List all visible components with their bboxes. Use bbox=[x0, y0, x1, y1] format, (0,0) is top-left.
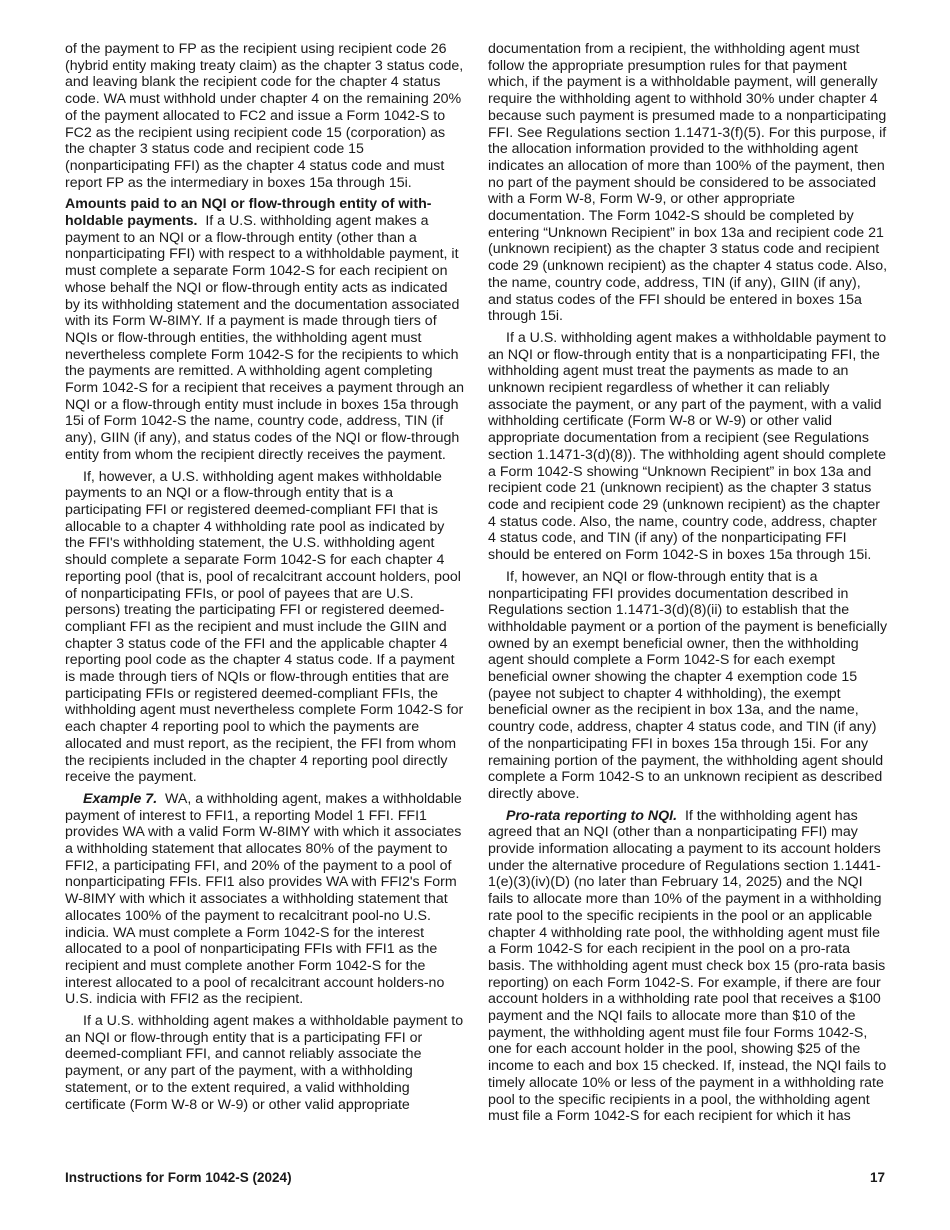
section-heading: Amounts paid to an NQI or flow-through entity of withholdable payments. bbox=[65, 196, 432, 230]
footer-title: Instructions for Form 1042-S (2024) bbox=[65, 1170, 292, 1185]
paragraph: documentation from a recipient, the withholding agent must follow the appropriate presumption rules for that payment which, if the payment is a withholdable payment, will generally require the withholding agent to withhold 30% under chapter 4 because such payment is presumed made to a nonparticipating FFI. See Regulations section 1.1471-3(f)(5). For this purpose, if the allocation information provided to the withholding agent indicates an allocation of more than 100% of the payment, then no part of the payment should be considered to be associated with a Form W-8, Form W-9, or other appropriate documentation. The Form 1042-S should be completed by entering “Unknown Recipient” in box 13a and recipient code 21 (unknown recipient) as the chapter 3 status code and recipient code 29 (unknown recipient) as the chapter 4 status code. Also, the name, country code, address, TIN (if any), GIIN (if any), and status codes of the FFI should be entered in boxes 15a through 15i. bbox=[488, 41, 888, 325]
paragraph bbox=[65, 196, 465, 463]
paragraph: If a U.S. withholding agent makes a withholdable payment to an NQI or flow-through entity that is a nonparticipating FFI, the withholding agent must treat the payments as made to an unknown recipient regardless of whether it can reliably associate the payment, or any part of the payment, with a valid withholding certificate (Form W-8 or W-9) or other valid appropriate documentation from a recipient (see Regulations section 1.1471-3(d)(8)). The withholding agent should complete a Form 1042-S showing “Unknown Recipient” in box 13a and recipient code 21 (unknown recipient) as the chapter 3 status code and recipient code 29 (unknown recipient) as the chapter 4 status code. Also, the name, country code, address, chapter 4 status code, and TIN (if any) of the nonparticipating FFI should be entered on Form 1042-S in boxes 15a through 15i. bbox=[488, 329, 887, 564]
paragraph-body: If a U.S. withholding agent makes a payment to an NQI or a flow-through entity (other than a nonparticipating FFI) with respect to a withholdable payment, it must complete a separate Form 1042-S for each recipient on whose behalf the NQI or flow-through entity acts as indicated by its withholding statement and the documentation associated with its Form W-8IMY. If a payment is made through tiers of NQIs or flow-through entities, the withholding agent must nevertheless complete Form 1042-S for the recipients to which the payments are remitted. A withholding agent completing Form 1042-S for a recipient that receives a payment through an NQI or a flow-through entity must include in boxes 15a through 15i of Form 1042-S the name, country code, address, TIN (if any), GIIN (if any), and status codes of the NQI or flow-through entity from whom the recipient directly receives the payment. bbox=[65, 213, 465, 463]
paragraph: If, however, a U.S. withholding agent makes withholdable payments to an NQI or a flow-through entity that is a participating FFI or registered deemed-compliant FFI that is allocable to a chapter 4 withholding rate pool as indicated by the FFI's withholding statement, the U.S. withholding agent should complete a separate Form 1042-S for each chapter 4 reporting pool (that is, pool of recalcitrant account holders, pool of nonparticipating FFIs, or pool of payees that are U.S. persons) treating the participating FFI or registered deemed-compliant FFI as the recipient and must include the GIIN and chapter 3 status code of the FFI and the applicable chapter 4 reporting pool code as the chapter 4 status code. If a payment is made through tiers of NQIs or flow-through entities that are participating FFIs or registered deemed-compliant FFIs, the withholding agent must nevertheless complete Form 1042-S for each chapter 4 reporting pool to which the payments are allocated and must report, as the recipient, the FFI from whom the recipients included in the chapter 4 reporting pool directly receive the payment. bbox=[65, 468, 464, 786]
section-heading: Pro-rata reporting to NQI. bbox=[506, 807, 678, 824]
paragraph: If a U.S. withholding agent makes a withholdable payment to an NQI or flow-through entity that is a participating FFI or deemed-compliant FFI, and cannot reliably associate the payment, or any part of the payment, with a withholding statement, or to the extent required, a valid withholding certificate (Form W-8 or W-9) or other valid appropriate bbox=[65, 1013, 464, 1113]
paragraph-body: If the withholding agent has agreed that an NQI (other than a nonparticipating FFI) may provide information allocating a payment to its account holders under the alternative procedure of Regulations section 1.1441-1(e)(3)(iv)(D) (no later than February 14, 2025) and the NQI fails to allocate more than 10% of the payment in a withholding rate pool to the specific recipients in the pool or an applicable chapter 4 withholding rate pool, the withholding agent must file a Form 1042-S for each recipient in the pool on a pro-rata basis. The withholding agent must check box 15 (pro-rata basis reporting) on each Form 1042-S. For example, if there are four account holders in a withholding rate pool that receives a $100 payment and the NQI fails to allocate more than $10 of the payment, the withholding agent must file four Forms 1042-S, one for each account holder in the pool, showing $25 of the income to each and box 15 checked. If, instead, the NQI fails to timely allocate 10% or less of the payment in a withholding rate pool to the specific recipients in a pool, the withholding agent must file a Form 1042-S for each recipient for which it has bbox=[488, 807, 887, 1125]
paragraph bbox=[488, 808, 888, 1125]
right-column bbox=[488, 41, 888, 1130]
left-column bbox=[65, 41, 465, 1118]
paragraph: If, however, an NQI or flow-through entity that is a nonparticipating FFI provides documentation described in Regulations section 1.1471-3(d)(8)(ii) to establish that the withholdable payment or a portion of the payment is beneficially owned by an exempt beneficial owner, then the withholding agent should complete a Form 1042-S for each exempt beneficial owner showing the chapter 4 exemption code 15 (payee not subject to chapter 4 withholding), the exempt beneficial owner as the recipient in box 13a, and the name, country code, address, chapter 4 status code, and TIN (if any) of the nonparticipating FFI in boxes 15a through 15i. For any remaining portion of the payment, the withholding agent should complete a Form 1042-S to an unknown recipient as described directly above. bbox=[488, 568, 888, 802]
example-heading: Example 7. bbox=[83, 790, 158, 807]
paragraph bbox=[65, 791, 465, 1008]
page-footer bbox=[65, 1170, 885, 1185]
paragraph: of the payment to FP as the recipient using recipient code 26 (hybrid entity making treaty claim) as the chapter 3 status code, and leaving blank the recipient code for the chapter 4 status code. WA must withhold under chapter 4 on the remaining 20% of the payment allocated to FC2 and issue a Form 1042-S to FC2 as the recipient using recipient code 15 (corporation) as the chapter 3 status code and recipient code 15 (nonparticipating FFI) as the chapter 4 status code and must report FP as the intermediary in boxes 15a through 15i. bbox=[65, 41, 464, 191]
paragraph-body: WA, a withholding agent, makes a withholdable payment of interest to FFI1, a reporting Model 1 FFI. FFI1 provides WA with a valid Form W-8IMY with which it associates a withholding statement that allocates 80% of the payment to FFI2, a participating FFI, and 20% of the payment to a pool of nonparticipating FFIs. FFI1 also provides WA with FFI2's Form W-8IMY with which it associates a withholding statement that allocates 100% of the payment to recalcitrant pool-no U.S. indicia. WA must complete a Form 1042-S for the interest allocated to a pool of nonparticipating FFIs with FFI1 as the recipient and must complete another Form 1042-S for the interest allocated to a pool of recalcitrant account holders-no U.S. indicia with FFI2 as the recipient. bbox=[65, 790, 462, 1008]
page-number: 17 bbox=[869, 1170, 885, 1185]
